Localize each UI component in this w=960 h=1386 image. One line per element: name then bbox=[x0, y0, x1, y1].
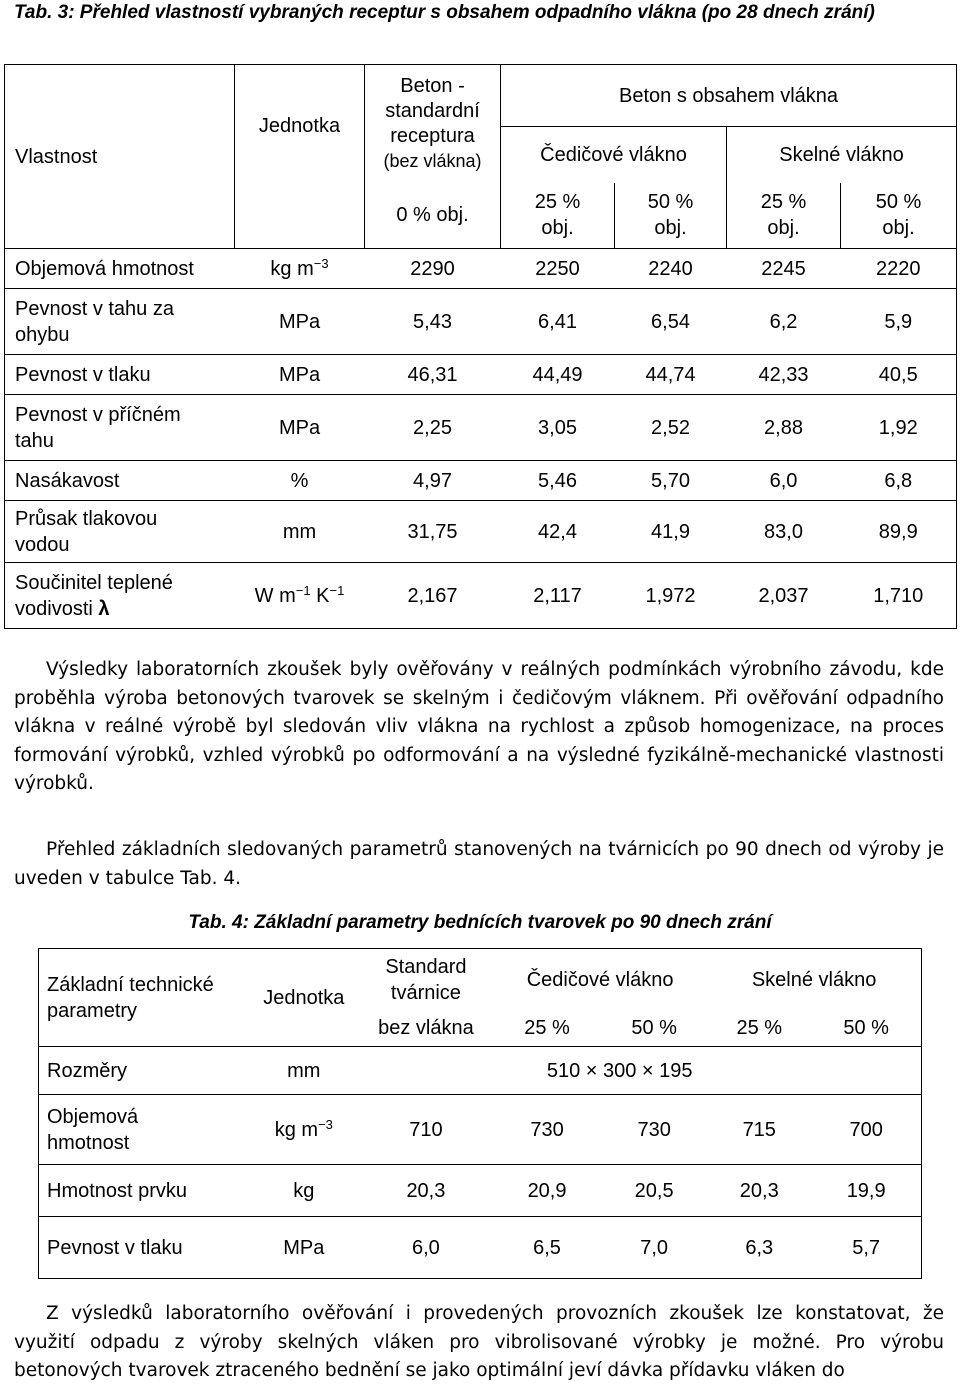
row-value: 2250 bbox=[501, 249, 615, 289]
row-value-span: 510 × 300 × 195 bbox=[359, 1047, 922, 1095]
row-value: 1,972 bbox=[645, 584, 696, 607]
row-value: 6,5 bbox=[533, 1236, 561, 1259]
header-pct bbox=[615, 183, 727, 249]
header-pct bbox=[727, 183, 841, 249]
row-value: 42,33 bbox=[727, 355, 841, 395]
row-value: 2245 bbox=[727, 249, 841, 289]
row-value: 715 bbox=[707, 1095, 811, 1165]
row-value: 41,9 bbox=[615, 501, 727, 563]
row-value: 2,88 bbox=[727, 395, 841, 461]
header-pct bbox=[841, 183, 957, 249]
row-unit: MPa bbox=[283, 1236, 325, 1259]
row-value: 6,8 bbox=[841, 461, 957, 501]
header-jednotka: Jednotka bbox=[235, 65, 365, 249]
row-unit: mm bbox=[235, 501, 365, 563]
row-name-line: Průsak tlakovou bbox=[15, 507, 158, 530]
paragraph-conclusion: Z výsledků laboratorního ověřování i provedených provozních zkoušek lze konstatovat, že využití odpadu z výroby skelných vláken pro vibrolisované výrobky je možné. Pro výrobu betonových tvarovek ztraceného bednění se jako optimální jeví dávka přídavku vláken do bbox=[14, 1303, 944, 1381]
table-row bbox=[5, 355, 957, 395]
paragraph-results: Výsledky laboratorních zkoušek byly ověřovány v reálných podmínkách výrobního závodu, kde proběhla výroba betonových tvarovek se skelným i čedičovým vláknem. Při ověřování odpadního vlákna v reálné výrobě byl sledován vliv vlákna na rychlost a způsob homogenizace, na proces formování výrobků, vzhled výrobků po odformování a na výsledné fyzikálně-mechanické vlastnosti výrobků. bbox=[14, 659, 944, 794]
row-name: Nasákavost bbox=[5, 461, 235, 501]
unit-exponent: −1 bbox=[295, 582, 311, 598]
row-value: 19,9 bbox=[811, 1165, 921, 1217]
row-unit: MPa bbox=[235, 355, 365, 395]
row-name bbox=[5, 395, 235, 461]
table-row bbox=[39, 1165, 922, 1217]
row-name-text: vodivosti bbox=[15, 597, 93, 620]
pct-unit: obj. bbox=[767, 217, 800, 240]
table-row bbox=[39, 1047, 922, 1095]
header-group: Beton s obsahem vlákna bbox=[501, 65, 957, 127]
pct-unit: obj. bbox=[654, 217, 687, 240]
row-value: 6,0 bbox=[727, 461, 841, 501]
unit-exponent: −3 bbox=[313, 255, 329, 271]
row-value: 2,167 bbox=[407, 584, 458, 607]
header-bez: bez vlákna bbox=[359, 1011, 493, 1047]
row-value: 2220 bbox=[841, 249, 957, 289]
table-4 bbox=[38, 948, 922, 1279]
row-name bbox=[5, 563, 235, 629]
unit-text: kg m bbox=[274, 1118, 319, 1141]
header-cedic: Čedičové vlákno bbox=[501, 127, 727, 183]
table-row bbox=[5, 563, 957, 629]
row-value: 6,0 bbox=[412, 1236, 440, 1259]
table-row bbox=[5, 395, 957, 461]
header-standard-line: Beton - bbox=[400, 74, 465, 97]
header-param-line: Základní technické bbox=[47, 973, 214, 996]
header-standard-pct: 0 % obj. bbox=[365, 183, 501, 249]
row-name-line: hmotnost bbox=[47, 1131, 130, 1154]
row-name: Objemová hmotnost bbox=[5, 249, 235, 289]
row-name-line: vodou bbox=[15, 533, 70, 556]
row-value: 710 bbox=[359, 1095, 493, 1165]
row-value: 700 bbox=[811, 1095, 921, 1165]
row-name-line bbox=[15, 596, 229, 622]
row-value: 40,5 bbox=[841, 355, 957, 395]
header-pct: 50 % bbox=[811, 1011, 921, 1047]
row-name-line: Součinitel teplené bbox=[15, 571, 173, 594]
header-pct: 25 % bbox=[493, 1011, 601, 1047]
row-value: 2,25 bbox=[365, 395, 501, 461]
row-value: 5,7 bbox=[852, 1236, 881, 1259]
row-name-line: tahu bbox=[15, 429, 54, 452]
row-value: 83,0 bbox=[727, 501, 841, 563]
unit-text: W m bbox=[254, 584, 296, 607]
row-value: 730 bbox=[493, 1095, 601, 1165]
header-standard bbox=[365, 65, 501, 183]
header-standard bbox=[359, 949, 493, 1011]
pct-value: 25 % bbox=[760, 191, 807, 214]
header-pct: 25 % bbox=[707, 1011, 811, 1047]
paragraph-overview: Přehled základních sledovaných parametrů stanovených na tvárnicích po 90 dnech od výroby je uveden v tabulce Tab. 4. bbox=[14, 839, 944, 889]
row-value: 730 bbox=[601, 1095, 707, 1165]
row-unit: kg bbox=[249, 1165, 359, 1217]
row-value: 2290 bbox=[365, 249, 501, 289]
row-value: 42,4 bbox=[501, 501, 615, 563]
row-value: 6,3 bbox=[745, 1236, 774, 1259]
row-name: Rozměry bbox=[39, 1047, 249, 1095]
header-standard-line: tvárnice bbox=[390, 981, 461, 1004]
row-value: 89,9 bbox=[841, 501, 957, 563]
pct-value: 25 % bbox=[534, 191, 581, 214]
row-value: 1,92 bbox=[841, 395, 957, 461]
header-standard-line: (bez vlákna) bbox=[383, 150, 482, 171]
table-row bbox=[5, 461, 957, 501]
row-name-line: ohybu bbox=[15, 323, 70, 346]
row-name bbox=[39, 1095, 249, 1165]
row-value: 5,46 bbox=[501, 461, 615, 501]
row-value: 2240 bbox=[615, 249, 727, 289]
lambda-symbol: λ bbox=[98, 597, 110, 620]
unit-text: K bbox=[310, 584, 330, 607]
table-4-caption: Tab. 4: Základní parametry bednících tvarovek po 90 dnech zrání bbox=[188, 912, 772, 933]
header-jednotka: Jednotka bbox=[249, 949, 359, 1047]
row-name-line: Pevnost v tahu za bbox=[15, 297, 174, 320]
header-standard-line: standardní bbox=[385, 99, 480, 122]
row-unit bbox=[249, 1095, 359, 1165]
row-name bbox=[5, 289, 235, 355]
header-param bbox=[39, 949, 249, 1047]
row-value: 6,54 bbox=[615, 289, 727, 355]
row-unit: MPa bbox=[235, 395, 365, 461]
row-value: 20,3 bbox=[707, 1165, 811, 1217]
table-row bbox=[5, 501, 957, 563]
row-name-line: Pevnost v příčném bbox=[15, 403, 181, 426]
unit-text: kg m bbox=[270, 257, 314, 280]
row-unit: % bbox=[235, 461, 365, 501]
row-value: 7,0 bbox=[640, 1236, 669, 1259]
row-unit bbox=[235, 249, 365, 289]
row-name: Hmotnost prvku bbox=[39, 1165, 249, 1217]
header-standard-line: Standard bbox=[385, 955, 467, 978]
row-value: 2,037 bbox=[758, 584, 809, 607]
table-3-caption: Tab. 3: Přehled vlastností vybraných receptur s obsahem odpadního vlákna (po 28 dnech zrání) bbox=[14, 2, 875, 23]
header-cedic: Čedičové vlákno bbox=[526, 968, 674, 991]
header-skelne: Skelné vlákno bbox=[751, 968, 877, 991]
row-value: 5,43 bbox=[365, 289, 501, 355]
row-value: 5,9 bbox=[841, 289, 957, 355]
row-value: 31,75 bbox=[365, 501, 501, 563]
table-row bbox=[39, 1217, 922, 1279]
row-name: Pevnost v tlaku bbox=[47, 1236, 183, 1259]
row-value: 2,117 bbox=[533, 584, 582, 607]
row-unit: mm bbox=[249, 1047, 359, 1095]
row-value: 4,97 bbox=[365, 461, 501, 501]
header-pct bbox=[501, 183, 615, 249]
header-pct: 50 % bbox=[601, 1011, 707, 1047]
row-value: 3,05 bbox=[501, 395, 615, 461]
header-standard-line: receptura bbox=[390, 124, 475, 147]
row-value: 20,9 bbox=[493, 1165, 601, 1217]
row-name bbox=[5, 501, 235, 563]
row-value: 2,52 bbox=[615, 395, 727, 461]
row-value: 20,5 bbox=[601, 1165, 707, 1217]
row-value: 6,2 bbox=[727, 289, 841, 355]
unit-exponent: −1 bbox=[329, 582, 345, 598]
row-value: 6,41 bbox=[501, 289, 615, 355]
pct-value: 50 % bbox=[647, 191, 694, 214]
header-param-line: parametry bbox=[47, 999, 138, 1022]
row-value: 44,74 bbox=[615, 355, 727, 395]
row-value: 1,710 bbox=[873, 584, 924, 607]
pct-unit: obj. bbox=[882, 217, 915, 240]
pct-unit: obj. bbox=[541, 217, 574, 240]
table-3 bbox=[4, 64, 957, 629]
row-name-line: Objemová bbox=[47, 1105, 139, 1128]
row-unit bbox=[235, 563, 365, 629]
header-vlastnost: Vlastnost bbox=[5, 65, 235, 249]
pct-value: 50 % bbox=[875, 191, 922, 214]
table-row bbox=[5, 289, 957, 355]
table-row bbox=[5, 249, 957, 289]
row-unit: MPa bbox=[235, 289, 365, 355]
header-skelne: Skelné vlákno bbox=[779, 143, 904, 166]
row-value: 5,70 bbox=[615, 461, 727, 501]
row-name: Pevnost v tlaku bbox=[5, 355, 235, 395]
row-value: 20,3 bbox=[359, 1165, 493, 1217]
row-value: 44,49 bbox=[501, 355, 615, 395]
unit-exponent: −3 bbox=[318, 1116, 333, 1132]
table-row bbox=[39, 1095, 922, 1165]
row-value: 46,31 bbox=[365, 355, 501, 395]
